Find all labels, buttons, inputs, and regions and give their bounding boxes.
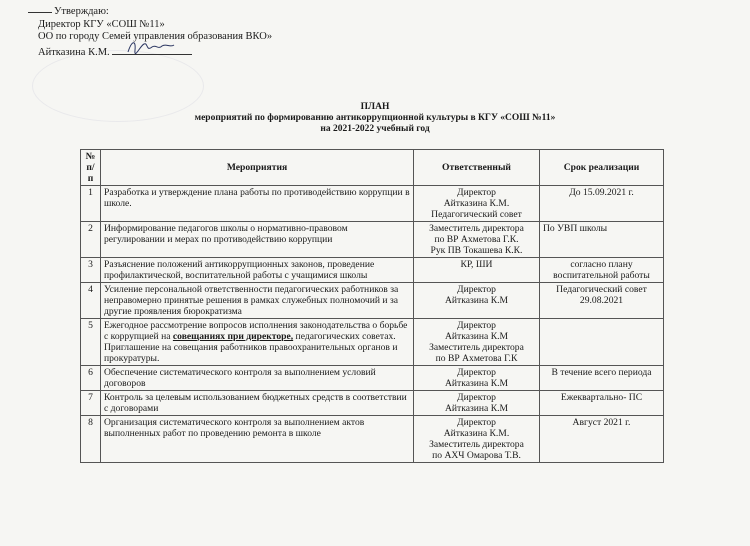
row-deadline xyxy=(540,319,664,366)
row-deadline: В течение всего периода xyxy=(540,366,664,391)
row-responsible xyxy=(414,319,540,366)
approval-block xyxy=(38,6,272,59)
responsible-line: Директор xyxy=(457,392,496,403)
approval-position: Директор КГУ «СОШ №11» xyxy=(38,18,165,30)
row-responsible xyxy=(414,416,540,463)
row-num: 5 xyxy=(81,319,101,366)
row-event: Усиление персональной ответственности педагогических работников за неправомерно принятые решения в рамках служебных полномочий и за другие проявления бюрократизма xyxy=(101,283,414,319)
approval-heading: Утверждаю: xyxy=(54,6,109,17)
title-year: на 2021-2022 учебный год xyxy=(320,124,430,134)
row-event: Контроль за целевым использованием бюджетных средств в соответствии с договорами xyxy=(101,391,414,416)
row-event: Организация систематического контроля за выполнением актов выполненных работ по проведению ремонта в школе xyxy=(101,416,414,463)
table-row xyxy=(81,258,664,283)
table-row xyxy=(81,186,664,222)
responsible-line: по ВР Ахметова Г.К. xyxy=(434,234,519,245)
header-responsible: Ответственный xyxy=(414,150,540,186)
row-deadline: согласно плану воспитательной работы xyxy=(540,258,664,283)
responsible-line: Заместитель директора xyxy=(429,439,524,450)
table-row xyxy=(81,366,664,391)
responsible-line: Айтказина К.М xyxy=(444,403,509,414)
row-event: Разъяснение положений антикоррупционных законов, проведение профилактической, воспитательной работы с учащимися школы xyxy=(101,258,414,283)
approval-rule xyxy=(28,12,52,13)
row-num: 6 xyxy=(81,366,101,391)
table-row xyxy=(81,222,664,258)
event-emphasis: совещаниях при директоре, xyxy=(172,331,294,342)
table-row xyxy=(81,283,664,319)
approval-signatory-name: Айтказина К.М. xyxy=(38,46,110,58)
approval-signatory xyxy=(38,44,272,60)
title-subject: мероприятий по формированию антикоррупционной культуры в КГУ «СОШ №11» xyxy=(194,113,556,123)
responsible-line: Айтказина К.М xyxy=(444,378,509,389)
row-num: 2 xyxy=(81,222,101,258)
row-num: 3 xyxy=(81,258,101,283)
table-row xyxy=(81,319,664,366)
responsible-line: КР, ШИ xyxy=(460,259,493,270)
row-deadline: Ежеквартально- ПС xyxy=(540,391,664,416)
row-num: 1 xyxy=(81,186,101,222)
event-text: педагогических советах. Приглашение на совещания работников правоохранительных органов и прокуратуры. xyxy=(104,331,398,364)
responsible-line: Заместитель директора xyxy=(429,223,524,234)
event-text: Ежегодное рассмотрение вопросов исполнения законодательства о борьбе с коррупцией на xyxy=(104,320,408,342)
responsible-line: Педагогический совет xyxy=(431,209,522,220)
row-responsible xyxy=(414,186,540,222)
row-responsible xyxy=(414,366,540,391)
document-title xyxy=(0,102,750,135)
row-num: 4 xyxy=(81,283,101,319)
row-responsible xyxy=(414,222,540,258)
row-deadline: Педагогический совет 29.08.2021 xyxy=(540,283,664,319)
approval-organization: ОО по городу Семей управления образования ВКО» xyxy=(38,31,273,42)
row-responsible xyxy=(414,258,540,283)
table-row xyxy=(81,416,664,463)
responsible-line: Директор xyxy=(457,284,496,295)
header-event: Мероприятия xyxy=(101,150,414,186)
row-event: Информирование педагогов школы о нормативно-правовом регулировании и мерах по противодействию коррупции xyxy=(101,222,414,258)
responsible-line: по ВР Ахметова Г.К xyxy=(435,353,518,364)
header-num: № п/п xyxy=(81,150,101,186)
header-deadline: Срок реализации xyxy=(540,150,664,186)
table-header-row xyxy=(81,150,664,186)
row-num: 7 xyxy=(81,391,101,416)
row-deadline: До 15.09.2021 г. xyxy=(540,186,664,222)
responsible-line: Айтказина К.М xyxy=(444,331,509,342)
responsible-line: Директор xyxy=(457,187,496,198)
row-responsible xyxy=(414,283,540,319)
row-responsible xyxy=(414,391,540,416)
responsible-line: Айтказина К.М. xyxy=(443,198,510,209)
signature-line xyxy=(112,44,192,55)
table-row xyxy=(81,391,664,416)
responsible-line: Рук ПВ Токашева К.К. xyxy=(430,245,523,256)
responsible-line: Айтказина К.М. xyxy=(443,428,510,439)
row-deadline: Август 2021 г. xyxy=(540,416,664,463)
responsible-line: Директор xyxy=(457,417,496,428)
row-deadline: По УВП школы xyxy=(540,222,664,258)
row-event: Обеспечение систематического контроля за выполнением условий договоров xyxy=(101,366,414,391)
responsible-line: Айтказина К.М xyxy=(444,295,509,306)
responsible-line: Заместитель директора xyxy=(429,342,524,353)
responsible-line: Директор xyxy=(457,320,496,331)
responsible-line: по АХЧ Омарова Т.В. xyxy=(432,450,521,461)
plan-table xyxy=(80,149,664,463)
responsible-line: Директор xyxy=(457,367,496,378)
row-num: 8 xyxy=(81,416,101,463)
row-event xyxy=(101,319,414,366)
row-event: Разработка и утверждение плана работы по противодействию коррупции в школе. xyxy=(101,186,414,222)
title-plan: ПЛАН xyxy=(360,102,390,112)
handwritten-signature xyxy=(126,38,176,56)
